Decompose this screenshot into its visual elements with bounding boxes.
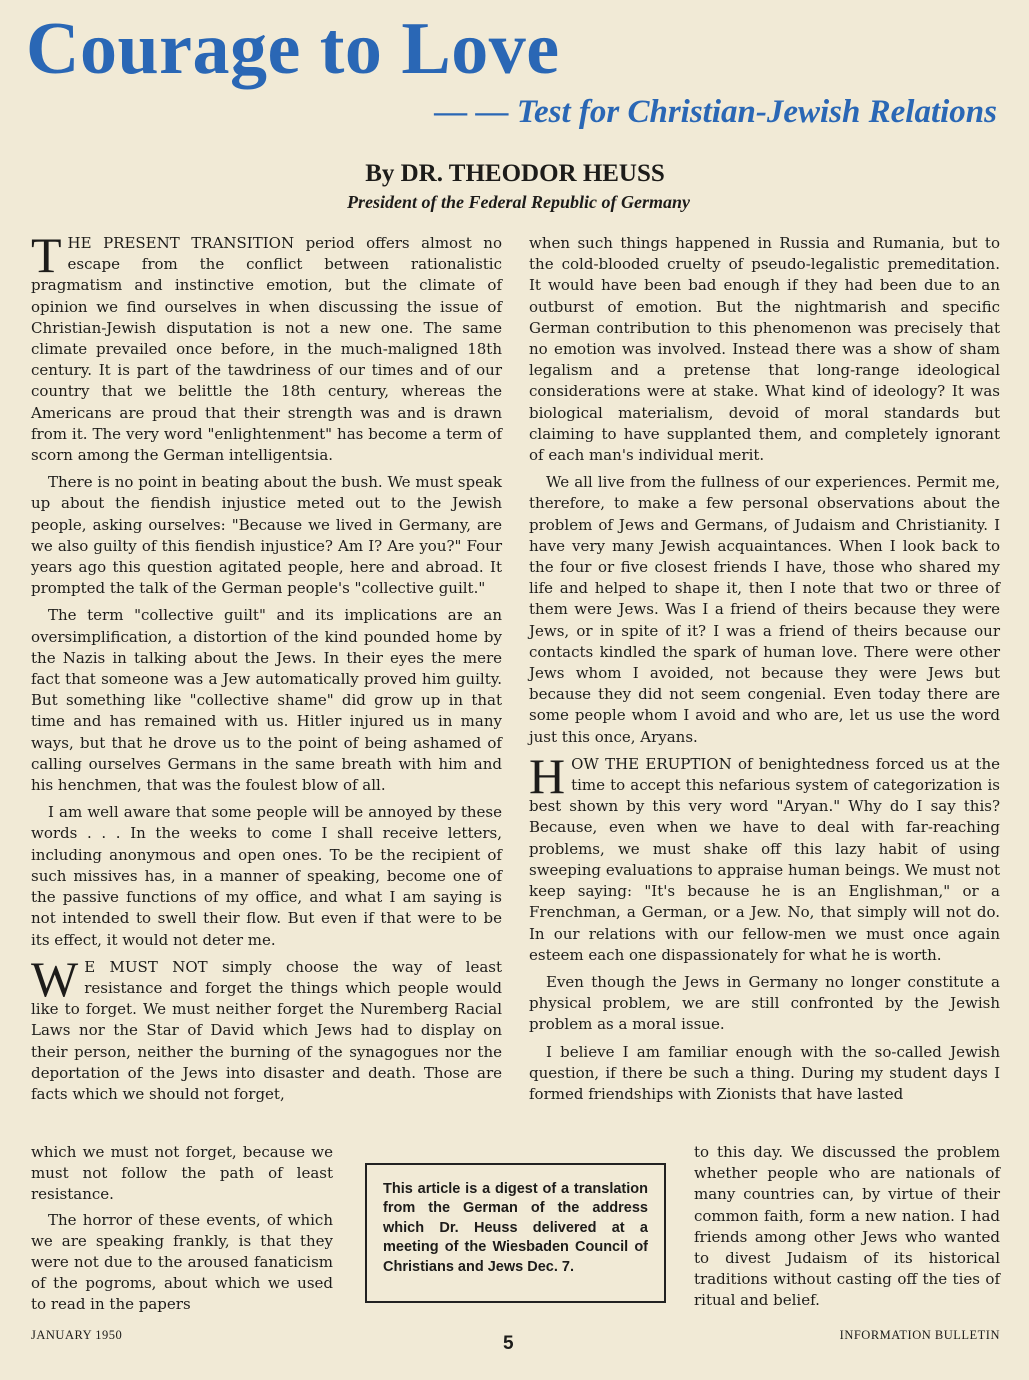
drop-cap: W [31,950,79,1007]
drop-cap: H [529,747,566,804]
paragraph: I believe I am familiar enough with the so-called Jewish question, if there be such a thing. During my student days I formed friendships with Zionists that have lasted [529,1042,1000,1103]
paragraph: when such things happened in Russia and Rumania, but to the cold-blooded cruelty of pseudo-legalistic premeditation. It would have been bad enough if they had been due to an outburst of emotion. But the nightmarish and specific German contribution to this phenomenon was precisely that no emotion was involved. Instead there was a show of sham legalism and a pretense that long-range ideological considerations were at stake. What kind of ideology? It was biological materialism, devoid of moral standards but claiming to have supplanted them, and completely ignorant of each man's individual merit. [529,234,1000,465]
paragraph: Even though the Jews in Germany no longer constitute a physical problem, we are still confronted by the Jewish problem as a moral issue. [529,972,1000,1034]
paragraph: THE PRESENT TRANSITION period offers almost no escape from the conflict between rationalistic pragmatism and instinctive emotion, but the climate of opinion we find ourselves in when discussing the issue of Christian-Jewish disputation is not a new one. The same climate prevailed once before, in the much-maligned 18th century. It is part of the tawdriness of our times and of our country that we belittle the 18th century, whereas the Americans are proud that their strength was and is drawn from it. The very word "enlightenment" has become a term of scorn among the German intelligentsia. [31,227,502,465]
issue-date: JANUARY 1950 [31,1328,123,1342]
right-column [529,233,1000,1111]
editor-note-box: This article is a digest of a translation from the German of the address which Dr. Heuss delivered at a meeting of the Wiesbaden Council of Christians and Jews Dec. 7. [365,1163,666,1303]
left-column [31,227,502,1111]
author-affiliation: President of the Federal Republic of Germany [347,192,690,212]
paragraph: There is no point in beating about the bush. We must speak up about the fiendish injustice meted out to the Jewish people, asking ourselves: "Because we lived in Germany, are we also guilty of this fiendish injustice? Am I? Are you?" Four years ago this question agitated people, here and abroad. It prompted the talk of the German people's "collective guilt." [31,473,502,598]
paragraph: which we must not forget, because we must not follow the path of least resistance. [31,1143,333,1204]
author-byline: By DR. THEODOR HEUSS [365,160,665,187]
paragraph: We all live from the fullness of our experiences. Permit me, therefore, to make a few personal observations about the problem of Jews and Germans, of Judaism and Christianity. I have very many Jewish acquaintances. When I look back to the four or five closest friends I have, those who shared my life and helped to shape it, then I note that two or three of them were Jews. Was I a friend of theirs because they were Jews, or in spite of it? I was a friend of theirs because our contacts kindled the spark of human love. There were other Jews whom I avoided, not because they were Jews but because they did not seem congenial. Even today there are some people whom I avoid and who are, let us use the word just this once, Aryans. [529,473,1000,746]
lower-right-column [694,1142,1000,1316]
lower-left-column [31,1142,333,1320]
drop-cap: T [31,227,62,283]
paragraph: The term "collective guilt" and its implications are an oversimplification, a distortion of the kind pounded home by the Nazis in talking about the Jews. In their eyes the mere fact that someone was a Jew automatically proved him guilty. But something like "collective shame" did grow up in that time and has remained with us. Hitler injured us in many ways, but that he drove us to the point of being ashamed of calling ourselves Germans in the same breath with him and his henchmen, that was the foulest blow of all. [31,606,502,795]
article-subtitle: — — Test for Christian-Jewish Relations [434,94,997,130]
publication-name: INFORMATION BULLETIN [839,1328,1000,1342]
paragraph: I am well aware that some people will be annoyed by these words . . . In the weeks to come I shall receive letters, including anonymous and open ones. To be the recipient of such missives has, in a manner of speaking, become one of the passive functions of my office, and what I am saying is not intended to swell their flow. But even if that were to be its effect, it would not deter me. [31,803,502,949]
paragraph: HOW THE ERUPTION of benightedness forced us at the time to accept this nefarious system of categorization is best shown by this very word "Aryan." Why do I say this? Because, even when we have to deal with far-reaching problems, we must shake off this lazy habit of using sweeping evaluations to appraise human beings. We must not keep saying: "It's because he is an Englishman," or a Frenchman, a German, or a Jew. No, that simply will not do. In our relations with our fellow-men we must once again esteem each one dispassionately for what he is worth. [529,747,1000,964]
paragraph: The horror of these events, of which we are speaking frankly, is that they were not due to the aroused fanaticism of the pogroms, about which we used to read in the papers [31,1210,333,1314]
page-number: 5 [503,1333,514,1354]
article-title: Courage to Love [26,8,560,90]
paragraph: W E MUST NOT simply choose the way of least resistance and forget the things which people would like to forget. We must neither forget the Nuremberg Racial Laws nor the Star of David which Jews had to display on their person, neither the burning of the synagogues nor the deportation of the Jews into disaster and death. Those are facts which we should not forget, [31,950,502,1103]
paragraph: to this day. We discussed the problem whether people who are nationals of many countries can, by virtue of their common faith, form a new nation. I had friends among other Jews who wanted to divest Judaism of its historical traditions without casting off the ties of ritual and belief. [694,1143,1000,1310]
